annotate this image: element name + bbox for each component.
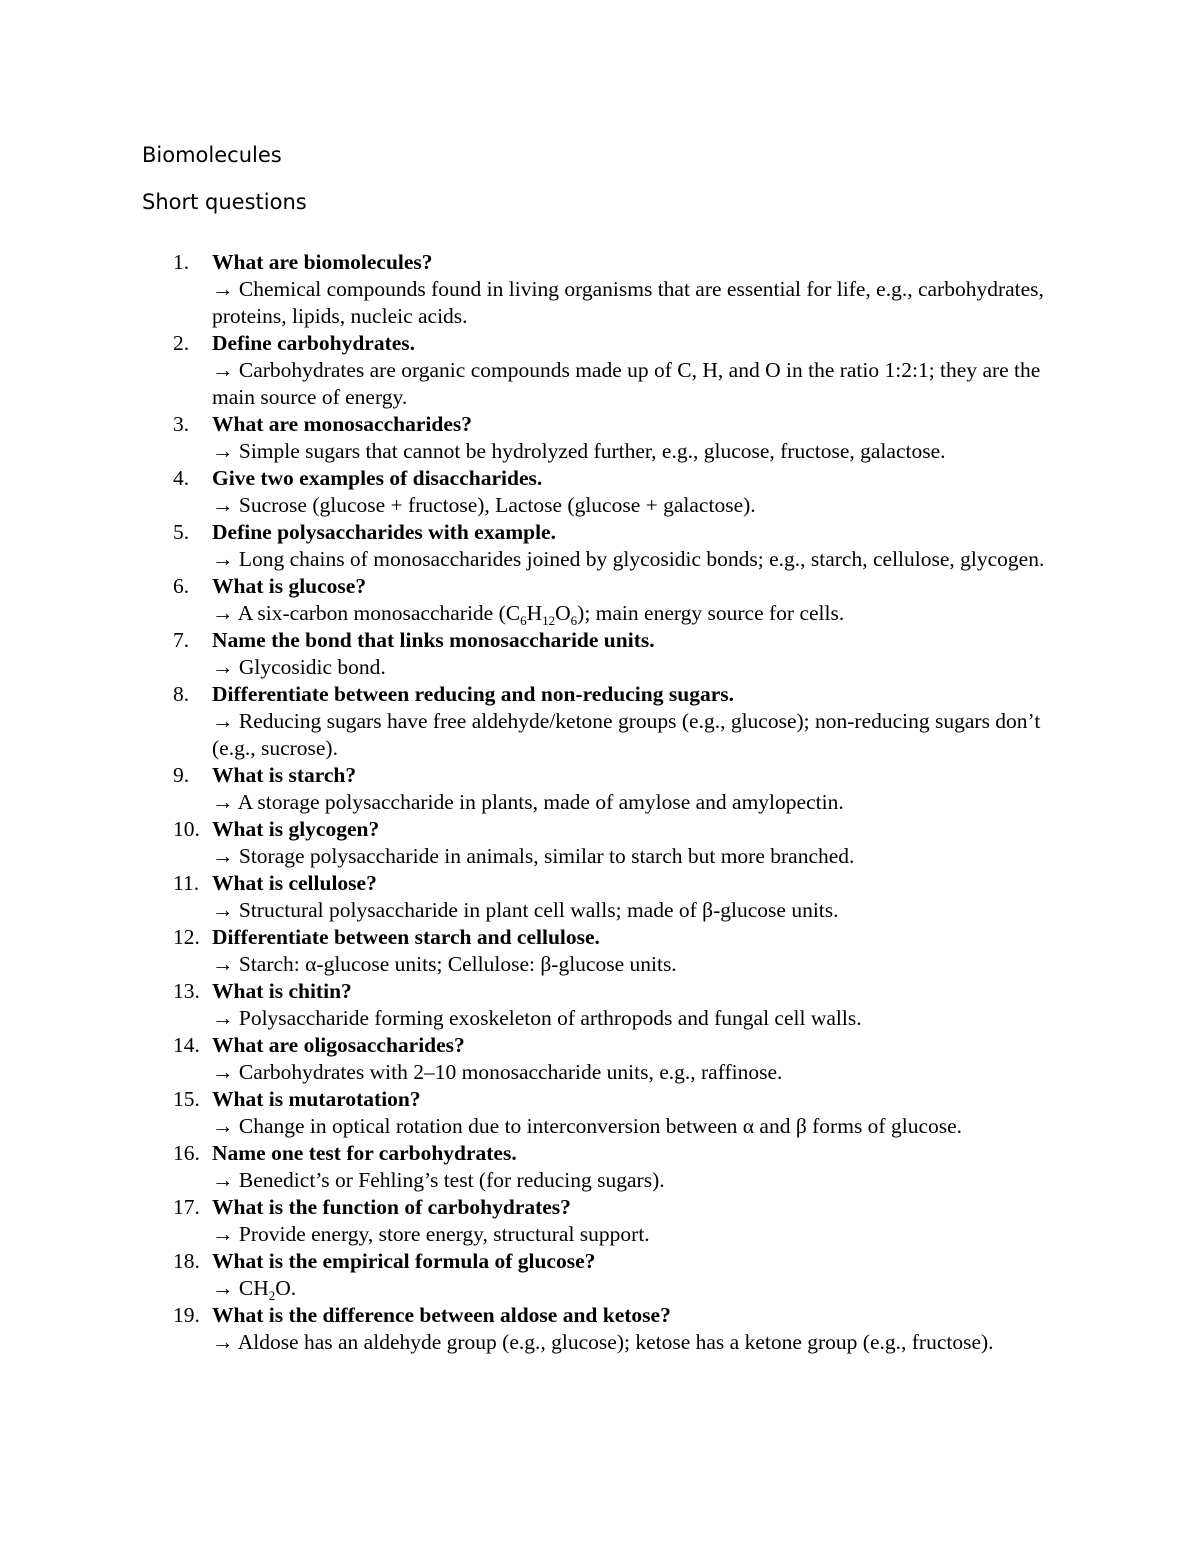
question-number: 3.: [173, 412, 190, 436]
question-list: [0, 249, 1200, 1356]
answer-text: → Sucrose (glucose + fructose), Lactose (glucose + galactose).: [212, 493, 756, 517]
question-text: Name the bond that links monosaccharide units.: [212, 628, 655, 652]
question-text: What is the empirical formula of glucose?: [212, 1249, 596, 1273]
question-item-19: [0, 1302, 1200, 1356]
question-item-10: [0, 816, 1200, 870]
question-number: 19.: [173, 1303, 200, 1327]
question-text: Define carbohydrates.: [212, 331, 416, 355]
answer-text: → Change in optical rotation due to interconversion between α and β forms of glucose.: [212, 1114, 963, 1138]
question-text: What is mutarotation?: [212, 1087, 421, 1111]
answer-text-part: → A six-carbon monosaccharide (C: [212, 601, 521, 625]
question-number: 7.: [173, 628, 190, 652]
question-number: 17.: [173, 1195, 200, 1219]
answer-text-part: O: [555, 601, 571, 625]
question-item-14: [0, 1032, 1200, 1086]
question-number: 8.: [173, 682, 190, 706]
question-number: 10.: [173, 817, 200, 841]
answer-text: [212, 1275, 1060, 1302]
answer-text: → Starch: α-glucose units; Cellulose: β-glucose units.: [212, 952, 677, 976]
question-number: 15.: [173, 1087, 200, 1111]
question-text: Differentiate between reducing and non-reducing sugars.: [212, 682, 734, 706]
formula-subscript: 6: [520, 613, 527, 628]
question-item-9: [0, 762, 1200, 816]
question-text: Define polysaccharides with example.: [212, 520, 556, 544]
question-item-5: [0, 519, 1200, 573]
answer-text: → Polysaccharide forming exoskeleton of arthropods and fungal cell walls.: [212, 1006, 862, 1030]
question-item-16: [0, 1140, 1200, 1194]
answer-text: → Carbohydrates are organic compounds made up of C, H, and O in the ratio 1:2:1; they are the main source of energy.: [212, 358, 1041, 409]
question-text: What are biomolecules?: [212, 250, 433, 274]
answer-text: → Carbohydrates with 2–10 monosaccharide units, e.g., raffinose.: [212, 1060, 783, 1084]
answer-text: → Structural polysaccharide in plant cell walls; made of β-glucose units.: [212, 898, 839, 922]
question-text: Differentiate between starch and cellulose.: [212, 925, 600, 949]
answer-text: → Chemical compounds found in living organisms that are essential for life, e.g., carbohydrates, proteins, lipids, nucleic acids.: [212, 277, 1044, 328]
question-item-11: [0, 870, 1200, 924]
answer-text: → Benedict’s or Fehling’s test (for reducing sugars).: [212, 1168, 665, 1192]
formula-subscript: 2: [268, 1288, 276, 1303]
question-number: 4.: [173, 466, 190, 490]
question-text: Give two examples of disaccharides.: [212, 466, 543, 490]
document-subtitle: Short questions: [142, 190, 307, 214]
question-text: What is cellulose?: [212, 871, 377, 895]
question-text: What is glycogen?: [212, 817, 380, 841]
question-text: What is starch?: [212, 763, 357, 787]
question-item-3: [0, 411, 1200, 465]
question-number: 9.: [173, 763, 190, 787]
answer-text-part: H: [526, 601, 543, 625]
question-item-8: [0, 681, 1200, 762]
answer-text: → Aldose has an aldehyde group (e.g., glucose); ketose has a ketone group (e.g., fructose).: [212, 1330, 994, 1354]
question-item-12: [0, 924, 1200, 978]
answer-text-part: ); main energy source for cells.: [577, 601, 845, 625]
question-number: 18.: [173, 1249, 200, 1273]
question-number: 2.: [173, 331, 190, 355]
question-item-17: [0, 1194, 1200, 1248]
question-item-4: [0, 465, 1200, 519]
question-number: 13.: [173, 979, 200, 1003]
question-number: 16.: [173, 1141, 200, 1165]
question-text: Name one test for carbohydrates.: [212, 1141, 517, 1165]
question-item-18: [0, 1248, 1200, 1302]
answer-text-part: → CH: [212, 1276, 269, 1300]
question-number: 1.: [173, 250, 190, 274]
answer-text: → Provide energy, store energy, structural support.: [212, 1222, 650, 1246]
answer-text: → Storage polysaccharide in animals, similar to starch but more branched.: [212, 844, 855, 868]
question-item-2: [0, 330, 1200, 411]
question-number: 11.: [173, 871, 200, 895]
question-text: What are monosaccharides?: [212, 412, 472, 436]
answer-text: → Reducing sugars have free aldehyde/ketone groups (e.g., glucose); non-reducing sugars don’t (e.g., sucrose).: [212, 709, 1041, 760]
answer-text: → A storage polysaccharide in plants, made of amylose and amylopectin.: [212, 790, 844, 814]
question-item-6: [0, 573, 1200, 627]
answer-text: → Long chains of monosaccharides joined by glycosidic bonds; e.g., starch, cellulose, glycogen.: [212, 547, 1045, 571]
question-text: What is glucose?: [212, 574, 367, 598]
question-number: 14.: [173, 1033, 200, 1057]
question-text: What are oligosaccharides?: [212, 1033, 465, 1057]
question-item-1: [0, 249, 1200, 330]
question-number: 5.: [173, 520, 190, 544]
question-number: 6.: [173, 574, 190, 598]
question-text: What is chitin?: [212, 979, 352, 1003]
formula-subscript: 6: [570, 613, 578, 628]
question-text: What is the function of carbohydrates?: [212, 1195, 571, 1219]
answer-text: → Glycosidic bond.: [212, 655, 386, 679]
answer-text: → Simple sugars that cannot be hydrolyzed further, e.g., glucose, fructose, galactose.: [212, 439, 946, 463]
question-item-7: [0, 627, 1200, 681]
question-text: What is the difference between aldose and ketose?: [212, 1303, 671, 1327]
question-item-15: [0, 1086, 1200, 1140]
document-title: Biomolecules: [142, 143, 282, 167]
answer-text: [212, 600, 1060, 627]
answer-text-part: O.: [275, 1276, 297, 1300]
formula-subscript: 12: [542, 613, 556, 628]
question-item-13: [0, 978, 1200, 1032]
question-number: 12.: [173, 925, 200, 949]
